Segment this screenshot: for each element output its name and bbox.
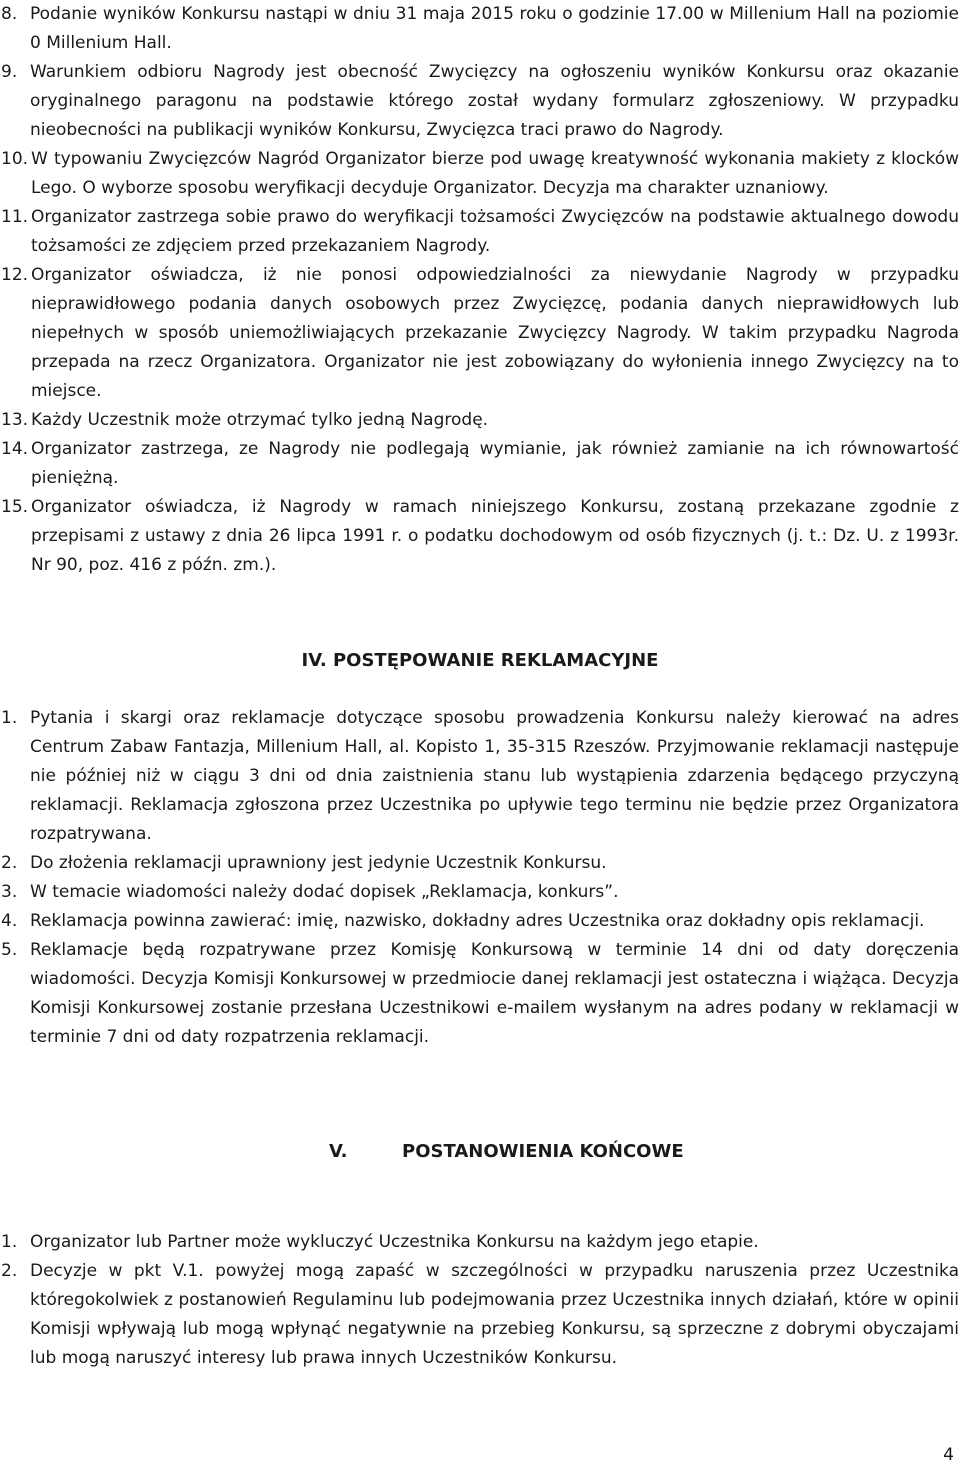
item-text: Organizator oświadcza, iż Nagrody w ramach niniejszego Konkursu, zostaną przekazane zgodnie z przepisami z ustawy z dnia 26 lipca 1991 r. o podatku dochodowym od osób fizycznych (j. t.: Dz. U. z 1993r. Nr 90, poz. 416 z późn. zm.). (31, 497, 959, 575)
item-text: Organizator lub Partner może wykluczyć Uczestnika Konkursu na każdym jego etapie. (30, 1232, 759, 1252)
list-item (0, 1228, 960, 1257)
item-text: W typowaniu Zwycięzców Nagród Organizator bierze pod uwagę kreatywność wykonania makiety z klocków Lego. O wyborze sposobu weryfikacji decyduje Organizator. Decyzja ma charakter uznaniowy. (31, 149, 959, 198)
item-text: Pytania i skargi oraz reklamacje dotyczące sposobu prowadzenia Konkursu należy kierować na adres Centrum Zabaw Fantazja, Millenium Hall, al. Kopisto 1, 35-315 Rzeszów. Przyjmowanie reklamacji następuje nie później niż w ciągu 3 dni od dnia zaistnienia stanu lub wystąpienia zdarzenia będącego przyczyną reklamacji. Reklamacja zgłoszona przez Uczestnika po upływie tego terminu nie będzie przez Organizatora rozpatrywana. (30, 708, 959, 844)
section-heading-v (329, 1137, 684, 1166)
section-heading-number: V. (329, 1141, 348, 1162)
item-number: 14. (1, 439, 29, 459)
item-number: 4. (1, 911, 18, 931)
item-number: 13. (1, 410, 29, 430)
item-number: 11. (1, 207, 29, 227)
list-item (0, 145, 960, 203)
list-item (0, 936, 960, 1052)
list-item (0, 435, 960, 493)
item-number: 5. (1, 940, 18, 960)
item-text: Reklamacja powinna zawierać: imię, nazwisko, dokładny adres Uczestnika oraz dokładny opis reklamacji. (30, 911, 925, 931)
list-item (0, 0, 960, 58)
item-text: Organizator oświadcza, iż nie ponosi odpowiedzialności za niewydanie Nagrody w przypadku nieprawidłowego podania danych osobowych przez Zwycięzcę, podania danych nieprawidłowych lub niepełnych w sposób uniemożliwiających przekazanie Zwycięzcy Nagrody. W takim przypadku Nagroda przepada na rzecz Organizatora. Organizator nie jest zobowiązany do wyłonienia innego Zwycięzcy na to miejsce. (31, 265, 959, 401)
list-item (0, 406, 960, 435)
list-item (0, 849, 960, 878)
list-item (0, 203, 960, 261)
item-text: Decyzje w pkt V.1. powyżej mogą zapaść w szczególności w przypadku naruszenia przez Uczestnika któregokolwiek z postanowień Regulaminu lub podejmowania przez Uczestnika innych działań, które w opinii Komisji wpływają lub mogą wpłynąć negatywnie na przebieg Konkursu, są sprzeczne z dobrymi obyczajami lub mogą naruszyć interesy lub prawa innych Uczestników Konkursu. (30, 1261, 959, 1368)
item-number: 2. (1, 853, 18, 873)
item-number: 1. (1, 1232, 18, 1252)
list-item (0, 58, 960, 145)
item-number: 9. (1, 62, 18, 82)
item-text: Do złożenia reklamacji uprawniony jest jedynie Uczestnik Konkursu. (30, 853, 607, 873)
complaints-list (0, 704, 960, 1052)
list-item (0, 704, 960, 849)
item-text: Reklamacje będą rozpatrywane przez Komisję Konkursową w terminie 14 dni od daty doręczenia wiadomości. Decyzja Komisji Konkursowej w przedmiocie danej reklamacji jest ostateczna i wiążąca. Decyzja Komisji Konkursowej zostanie przesłana Uczestnikowi e-mailem wysłanym na adres podany w reklamacji w terminie 7 dni od daty rozpatrzenia reklamacji. (30, 940, 959, 1047)
section-heading-title: POSTANOWIENIA KOŃCOWE (402, 1141, 684, 1162)
item-number: 10. (1, 149, 29, 169)
item-number: 8. (1, 4, 18, 24)
item-text: Podanie wyników Konkursu nastąpi w dniu 31 maja 2015 roku o godzinie 17.00 w Millenium Hall na poziomie 0 Millenium Hall. (30, 4, 959, 53)
item-number: 12. (1, 265, 29, 285)
list-item (0, 261, 960, 406)
item-text: Organizator zastrzega sobie prawo do weryfikacji tożsamości Zwycięzców na podstawie aktualnego dowodu tożsamości ze zdjęciem przed przekazaniem Nagrody. (31, 207, 959, 256)
item-number: 3. (1, 882, 18, 902)
item-number: 15. (1, 497, 29, 517)
item-number: 2. (1, 1261, 18, 1281)
section-heading-iv: IV. POSTĘPOWANIE REKLAMACYJNE (301, 650, 659, 671)
final-provisions-list (0, 1228, 960, 1373)
page-number: 4 (943, 1445, 954, 1465)
item-text: W temacie wiadomości należy dodać dopisek „Reklamacja, konkurs”. (30, 882, 619, 902)
item-number: 1. (1, 708, 18, 728)
list-item (0, 907, 960, 936)
list-item (0, 878, 960, 907)
item-text: Każdy Uczestnik może otrzymać tylko jedną Nagrodę. (31, 410, 489, 430)
list-item (0, 493, 960, 580)
list-item (0, 1257, 960, 1373)
prize-rules-list (0, 0, 960, 580)
item-text: Organizator zastrzega, ze Nagrody nie podlegają wymianie, jak również zamianie na ich równowartość pieniężną. (31, 439, 959, 488)
item-text: Warunkiem odbioru Nagrody jest obecność Zwycięzcy na ogłoszeniu wyników Konkursu oraz okazanie oryginalnego paragonu na podstawie którego został wydany formularz zgłoszeniowy. W przypadku nieobecności na publikacji wyników Konkursu, Zwycięzca traci prawo do Nagrody. (30, 62, 959, 140)
